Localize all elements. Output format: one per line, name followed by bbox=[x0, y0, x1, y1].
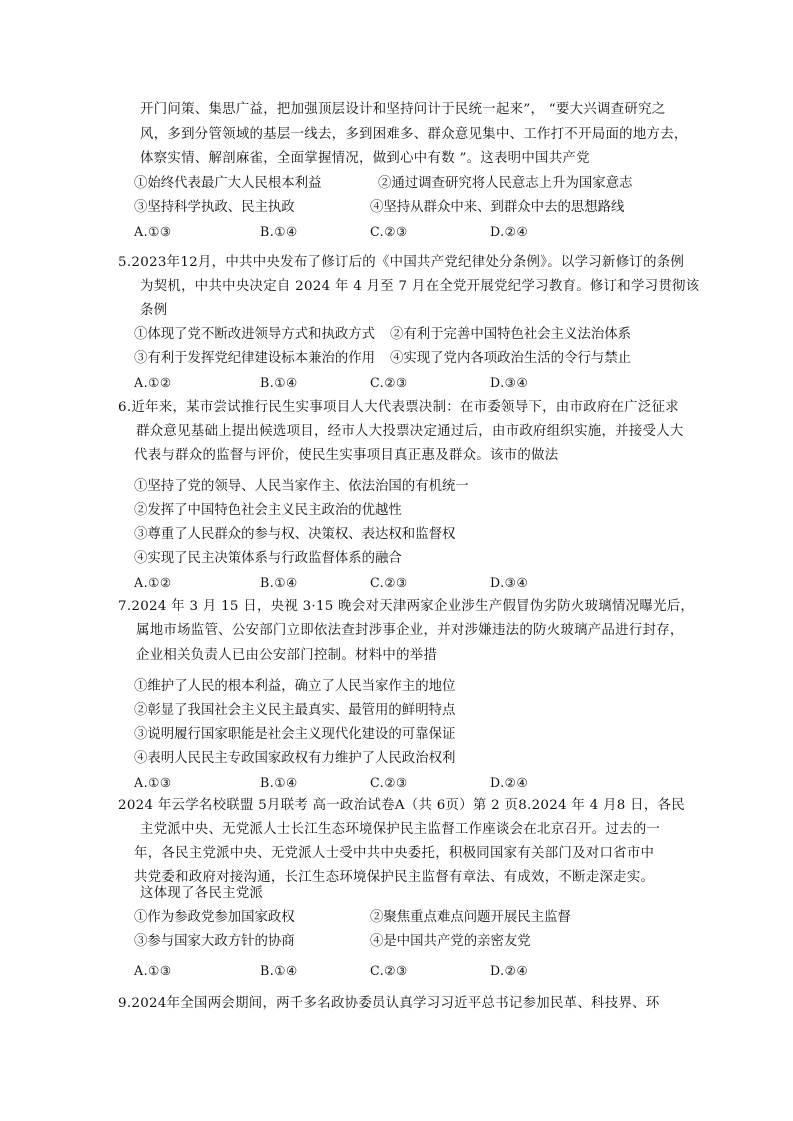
q8-choice-a: A.①③ bbox=[134, 963, 172, 978]
q8-choice-b: B.①④ bbox=[260, 963, 298, 978]
q8-choice-c: C.②③ bbox=[370, 963, 408, 978]
q5-stem-line-2: 为契机，中共中央决定自 2024 年 4 月至 7 月在全党开展党纪学习教育。修订和学习贯彻该 bbox=[140, 279, 700, 294]
q8-option-2: ②聚焦重点难点问题开展民主监督 bbox=[370, 910, 571, 925]
q4-option-1: ①始终代表最广大人民根本利益 bbox=[134, 176, 322, 191]
q4-option-2: ②通过调查研究将人民意志上升为国家意志 bbox=[378, 176, 633, 191]
q7-option-4: ④表明人民民主专政国家政权有力维护了人民政治权利 bbox=[134, 751, 456, 766]
q5-stem-line-3: 条例 bbox=[140, 303, 168, 318]
q8-choice-d: D.②④ bbox=[490, 963, 529, 978]
q8-option-3: ③参与国家大政方针的协商 bbox=[134, 934, 295, 949]
q6-choice-a: A.①② bbox=[134, 575, 172, 590]
q8-option-1: ①作为参政党参加国家政权 bbox=[134, 910, 295, 925]
q7-option-3: ③说明履行国家职能是社会主义现代化建设的可靠保证 bbox=[134, 727, 456, 742]
q7-choice-a: A.①③ bbox=[134, 775, 172, 790]
q6-stem-line-3: 代表与群众的监督与评价，使民生实事项目真正惠及群众。该市的做法 bbox=[134, 448, 559, 463]
q5-stem-line-1: 5.2023年12月，中共中央发布了修订后的《中国共产党纪律处分条例》。以学习新修订的条例 bbox=[118, 255, 685, 270]
q6-choice-c: C.②③ bbox=[370, 575, 408, 590]
q5-choice-d: D.③④ bbox=[490, 375, 529, 390]
q6-option-4: ④实现了民主决策体系与行政监督体系的融合 bbox=[134, 551, 402, 566]
q7-stem-line-3: 企业相关负责人已由公安部门控制。材料中的举措 bbox=[136, 648, 438, 663]
q7-option-2: ②彰显了我国社会主义民主最真实、最管用的鲜明特点 bbox=[134, 703, 456, 718]
q8-stem-line-5: 这体现了各民主党派 bbox=[140, 886, 264, 901]
q6-option-3: ③尊重了人民群众的参与权、决策权、表达权和监督权 bbox=[134, 527, 456, 542]
q5-option-1: ①体现了党不断改进领导方式和执政方式 bbox=[134, 327, 376, 342]
q7-stem-line-2: 属地市场监管、公安部门立即依法查封涉事企业，并对涉嫌违法的防火玻璃产品进行封存， bbox=[136, 623, 684, 638]
q9-stem-line-1: 9.2024年全国两会期间，两千多名政协委员认真学习习近平总书记参加民革、科技界、环 bbox=[118, 996, 660, 1011]
q4-choice-b: B.①④ bbox=[260, 224, 298, 239]
q6-stem-line-1: 6.近年来，某市尝试推行民生实事项目人大代表票决制：在市委领导下，由市政府在广泛征求 bbox=[118, 400, 679, 415]
q5-choice-a: A.①② bbox=[134, 375, 172, 390]
q6-choice-b: B.①④ bbox=[260, 575, 298, 590]
q5-option-3: ③有利于发挥党纪律建设标本兼治的作用 bbox=[134, 351, 376, 366]
q5-option-4: ④实现了党内各项政治生活的令行与禁止 bbox=[390, 351, 632, 366]
q7-option-1: ①维护了人民的根本利益，确立了人民当家作主的地位 bbox=[134, 679, 456, 694]
q5-option-2: ②有利于完善中国特色社会主义法治体系 bbox=[390, 327, 632, 342]
q6-choice-d: D.③④ bbox=[490, 575, 529, 590]
q6-option-1: ①坚持了党的领导、人民当家作主、依法治国的有机统一 bbox=[134, 479, 469, 494]
q7-stem-line-1: 7.2024 年 3 月 15 日，央视 3·15 晚会对天津两家企业涉生产假冒伪劣防火玻璃情况曝光后， bbox=[118, 599, 695, 614]
q4-stem-line-3: 体察实情、解剖麻雀，全面掌握情况，做到心中有数 ”。这表明中国共产党 bbox=[140, 151, 590, 166]
q8-stem-line-2: 主党派中央、无党派人士长江生态环境保护民主监督工作座谈会在北京召开。过去的一 bbox=[140, 822, 661, 837]
q6-stem-line-2: 群众意见基础上提出候选项目，经市人大投票决定通过后，由市政府组织实施，并接受人大 bbox=[136, 424, 684, 439]
q8-stem-line-3: 年，各民主党派中央、无党派人士受中共中央委托，积极同国家有关部门及对口省市中 bbox=[134, 846, 655, 861]
q4-choice-c: C.②③ bbox=[370, 224, 408, 239]
q8-stem-line-4: 共党委和政府对接沟通，长江生态环境保护民主监督有章法、有成效，不断走深走实。 bbox=[134, 870, 655, 885]
q4-option-3: ③坚持科学执政、民主执政 bbox=[134, 200, 295, 215]
q8-stem-line-1-with-footer: 2024 年云学名校联盟 5月联考 高一政治试卷A（共 6页）第 2 页8.2024 年 4 月8 日，各民 bbox=[118, 798, 685, 813]
q8-option-4: ④是中国共产党的亲密友党 bbox=[370, 934, 531, 949]
q4-option-4: ④坚持从群众中来、到群众中去的思想路线 bbox=[370, 200, 625, 215]
q5-choice-b: B.①④ bbox=[260, 375, 298, 390]
q7-choice-b: B.①④ bbox=[260, 775, 298, 790]
q6-option-2: ②发挥了中国特色社会主义民主政治的优越性 bbox=[134, 503, 402, 518]
q5-choice-c: C.②③ bbox=[370, 375, 408, 390]
q4-stem-line-2: 风，多到分管领域的基层一线去，多到困难多、群众意见集中、工作打不开局面的地方去， bbox=[140, 127, 688, 142]
q4-choice-a: A.①③ bbox=[134, 224, 172, 239]
q4-stem-line-1: 开门问策、集思广益，把加强顶层设计和坚持问计于民统一起来”， “要大兴调查研究之 bbox=[140, 102, 666, 117]
q7-choice-d: D.②④ bbox=[490, 775, 529, 790]
q4-choice-d: D.②④ bbox=[490, 224, 529, 239]
q7-choice-c: C.②③ bbox=[370, 775, 408, 790]
